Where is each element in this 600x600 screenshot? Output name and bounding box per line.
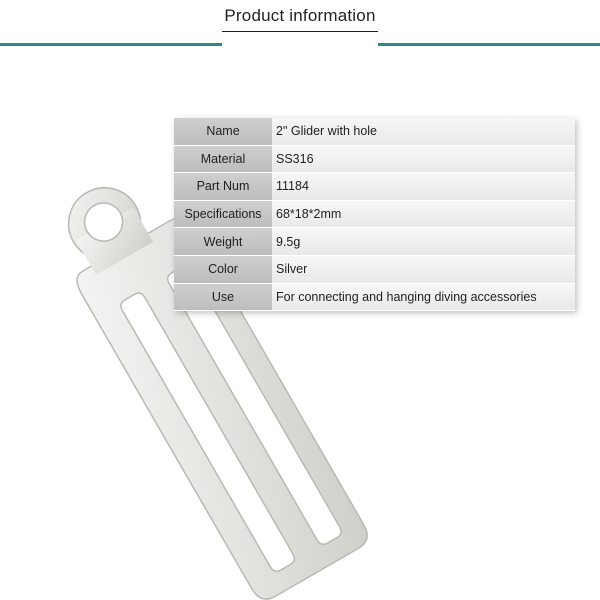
spec-row-name: [174, 118, 575, 146]
spec-row-weight: [174, 228, 575, 256]
spec-row-color: [174, 256, 575, 284]
spec-label: Name: [174, 118, 272, 145]
spec-label: Material: [174, 146, 272, 173]
spec-row-use: [174, 284, 575, 312]
section-title: Product information: [224, 6, 376, 25]
product-spec-table: [174, 118, 575, 311]
spec-value: SS316: [272, 146, 575, 173]
spec-label: Use: [174, 284, 272, 311]
spec-value: For connecting and hanging diving accessories: [272, 284, 575, 311]
spec-label: Specifications: [174, 201, 272, 228]
spec-row-part-num: [174, 173, 575, 201]
spec-value: 9.5g: [272, 228, 575, 255]
spec-label: Part Num: [174, 173, 272, 200]
spec-value: Silver: [272, 256, 575, 283]
spec-label: Weight: [174, 228, 272, 255]
spec-value: 11184: [272, 173, 575, 200]
spec-row-specifications: [174, 201, 575, 229]
spec-value: 2" Glider with hole: [272, 118, 575, 145]
spec-row-material: [174, 146, 575, 174]
spec-value: 68*18*2mm: [272, 201, 575, 228]
spec-label: Color: [174, 256, 272, 283]
